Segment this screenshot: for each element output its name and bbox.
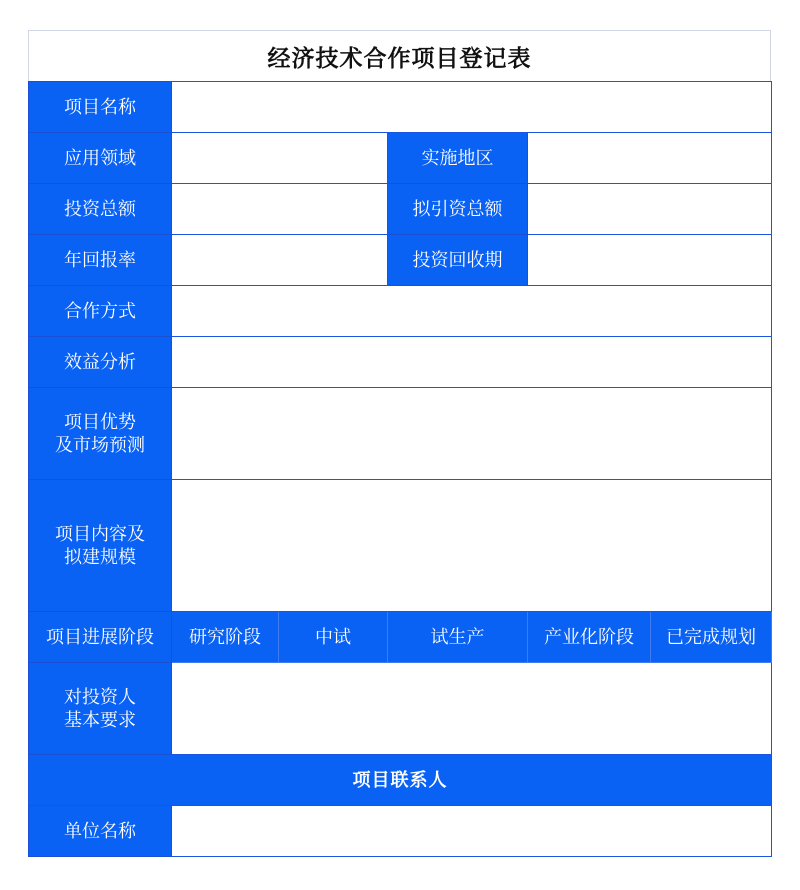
label-cooperation-mode: 合作方式	[29, 286, 172, 337]
stage-pilot[interactable]: 中试	[279, 612, 388, 663]
stage-trial-production[interactable]: 试生产	[388, 612, 528, 663]
row-cooperation-mode	[29, 286, 772, 337]
label-progress-stage: 项目进展阶段	[29, 612, 172, 663]
input-annual-return-rate[interactable]	[172, 235, 388, 286]
label-advantages	[29, 388, 172, 480]
label-annual-return-rate: 年回报率	[29, 235, 172, 286]
label-advantages-line2: 及市场预测	[55, 434, 145, 456]
label-advantages-line1: 项目优势	[64, 411, 136, 433]
input-application-field[interactable]	[172, 133, 388, 184]
label-unit-name: 单位名称	[29, 806, 172, 857]
row-project-content	[29, 480, 772, 612]
label-content-line1: 项目内容及	[55, 523, 145, 545]
form-table	[28, 81, 772, 857]
label-investor-requirements	[29, 663, 172, 755]
row-investor-requirements	[29, 663, 772, 755]
label-project-content	[29, 480, 172, 612]
input-advantages[interactable]	[172, 388, 772, 480]
label-payback-period: 投资回收期	[388, 235, 528, 286]
label-planned-attract-investment: 拟引资总额	[388, 184, 528, 235]
stage-research[interactable]: 研究阶段	[172, 612, 279, 663]
input-project-content[interactable]	[172, 480, 772, 612]
form-title: 经济技术合作项目登记表	[28, 30, 771, 81]
row-advantages	[29, 388, 772, 480]
row-contact-section	[29, 755, 772, 806]
label-application-field: 应用领域	[29, 133, 172, 184]
row-annual-return	[29, 235, 772, 286]
row-benefit-analysis	[29, 337, 772, 388]
label-investor-line1: 对投资人	[64, 686, 136, 708]
label-implementation-area: 实施地区	[388, 133, 528, 184]
label-project-name: 项目名称	[29, 82, 172, 133]
input-planned-attract-investment[interactable]	[528, 184, 772, 235]
label-investor-line2: 基本要求	[64, 709, 136, 731]
input-unit-name[interactable]	[172, 806, 772, 857]
label-content-line2: 拟建规模	[64, 546, 136, 568]
row-progress-stage	[29, 612, 772, 663]
row-unit-name	[29, 806, 772, 857]
input-cooperation-mode[interactable]	[172, 286, 772, 337]
input-investor-requirements[interactable]	[172, 663, 772, 755]
stage-completed-plan[interactable]: 已完成规划	[651, 612, 772, 663]
input-implementation-area[interactable]	[528, 133, 772, 184]
input-project-name[interactable]	[172, 82, 772, 133]
input-total-investment[interactable]	[172, 184, 388, 235]
registration-form	[28, 30, 771, 860]
stage-industrialization[interactable]: 产业化阶段	[528, 612, 651, 663]
label-total-investment: 投资总额	[29, 184, 172, 235]
section-contact-header: 项目联系人	[29, 755, 772, 806]
row-application-field	[29, 133, 772, 184]
input-payback-period[interactable]	[528, 235, 772, 286]
row-total-investment	[29, 184, 772, 235]
row-project-name	[29, 82, 772, 133]
input-benefit-analysis[interactable]	[172, 337, 772, 388]
label-benefit-analysis: 效益分析	[29, 337, 172, 388]
